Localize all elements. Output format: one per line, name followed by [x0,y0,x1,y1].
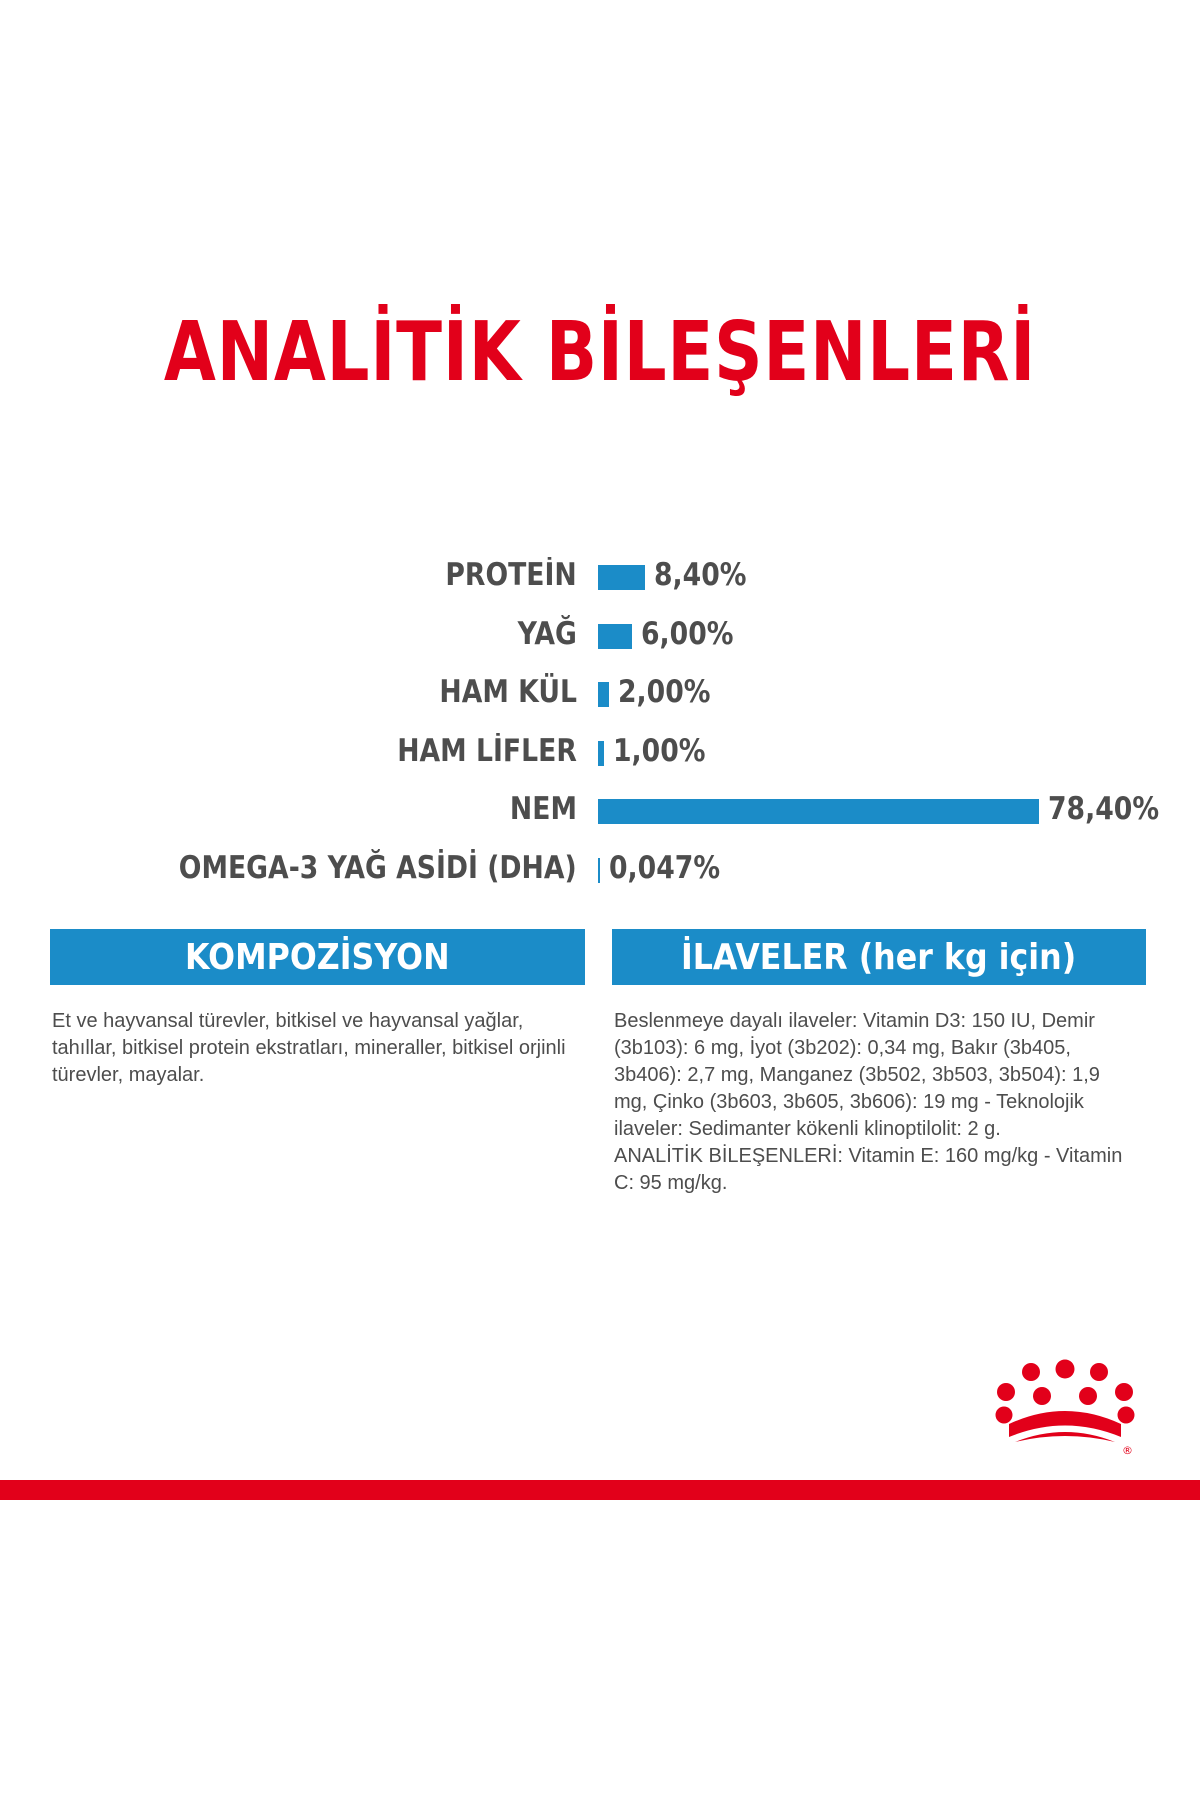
bar-label: YAĞ [517,615,577,652]
royal-canin-crown-icon [985,1358,1145,1458]
bar-value-label: 6,00% [640,615,734,652]
kompozisyon-text: Et ve hayvansal türevler, bitkisel ve hayvansal yağlar, tahıllar, bitkisel protein ekstratları, mineraller, bitkisel orjinli türevler, mayalar. [52,1010,566,1086]
analytic-bar-chart [0,545,1200,905]
bar-value-label: 0,047% [609,849,721,886]
ilaveler-text: Beslenmeye dayalı ilaveler: Vitamin D3: 150 IU, Demir (3b103): 6 mg, İyot (3b202): 0,34 mg, Bakır (3b405, 3b406): 2,7 mg, Manganez (3b502, 3b503, 3b504): 1,9 mg, Çinko (3b603, 3b605, 3b606): 19 mg - Teknolojik ilaveler: Sedimanter kökenli klinoptilolit: 2 g. [614,1010,1100,1140]
ilaveler-header [612,929,1146,985]
bar [598,682,609,707]
ilaveler-text-block [614,1008,1134,1197]
bottom-divider [0,1480,1200,1500]
bar-value-label: 78,40% [1048,791,1160,827]
bar-label: PROTEİN [445,557,577,593]
bar-label: OMEGA-3 YAĞ ASİDİ (DHA) [179,849,577,886]
bar [598,741,604,766]
bar [598,858,600,883]
bar-value-label: 2,00% [618,674,711,710]
bar-label: HAM KÜL [439,674,577,710]
registered-mark: ® [1122,1444,1133,1457]
ilaveler-text-analitik: ANALİTİK BİLEŞENLERİ: Vitamin E: 160 mg/kg - Vitamin C: 95 mg/kg. [614,1145,1123,1194]
kompozisyon-header-label: KOMPOZİSYON [185,936,450,978]
bar-label: HAM LİFLER [397,732,577,769]
page-title: ANALİTİK BİLEŞENLERİ [163,305,1037,400]
bar-label: NEM [509,791,577,827]
bar-value-label: 8,40% [654,557,747,593]
ilaveler-header-label: İLAVELER (her kg için) [681,936,1077,978]
bar-value-label: 1,00% [612,732,706,769]
kompozisyon-header [50,929,585,985]
bar [598,624,632,649]
bar [598,565,645,590]
bar [598,799,1039,824]
